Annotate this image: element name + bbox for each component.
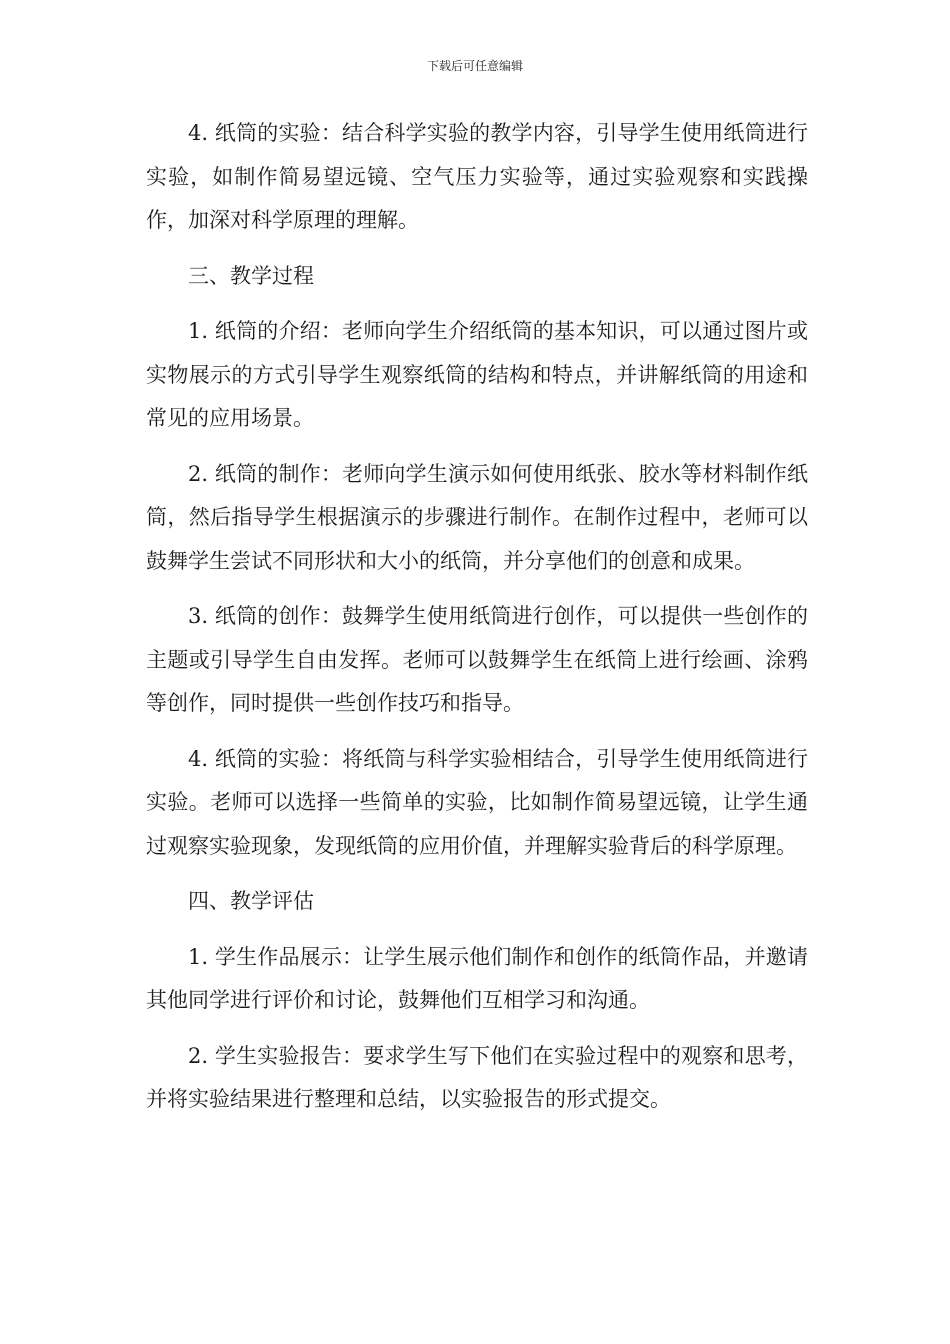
paragraph-experiment-report: 2. 学生实验报告：要求学生写下他们在实验过程中的观察和思考，并将实验结果进行整理和总结，以实验报告的形式提交。: [146, 1043, 808, 1111]
section-heading-teaching-process: 三、教学过程: [188, 263, 314, 288]
paragraph-work-display: 1. 学生作品展示：让学生展示他们制作和创作的纸筒作品，并邀请其他同学进行评价和讨论，鼓舞他们互相学习和沟通。: [146, 944, 808, 1012]
paragraph-introduction: 1. 纸筒的介绍：老师向学生介绍纸筒的基本知识，可以通过图片或实物展示的方式引导学生观察纸筒的结构和特点，并讲解纸筒的用途和常见的应用场景。: [146, 319, 808, 430]
paragraph-making: 2. 纸筒的制作：老师向学生演示如何使用纸张、胶水等材料制作纸筒，然后指导学生根据演示的步骤进行制作。在制作过程中，老师可以鼓舞学生尝试不同形状和大小的纸筒，并分享他们的创意和成果。: [146, 461, 808, 573]
paragraph-creation: 3. 纸筒的创作：鼓舞学生使用纸筒进行创作，可以提供一些创作的主题或引导学生自由发挥。老师可以鼓舞学生在纸筒上进行绘画、涂鸦等创作，同时提供一些创作技巧和指导。: [146, 604, 808, 715]
document-body: [146, 112, 808, 1134]
paragraph-experiment-2: 4. 纸筒的实验：将纸筒与科学实验相结合，引导学生使用纸筒进行实验。老师可以选择一些简单的实验，比如制作简易望远镜，让学生通过观察实验现象，发现纸筒的应用价值，并理解实验背后的科学原理。: [146, 746, 808, 858]
paragraph-experiment-1: 4. 纸筒的实验：结合科学实验的教学内容，引导学生使用纸筒进行实验，如制作简易望远镜、空气压力实验等，通过实验观察和实践操作，加深对科学原理的理解。: [146, 121, 808, 232]
page-header: 下载后可任意编辑: [426, 59, 523, 73]
section-heading-teaching-evaluation: 四、教学评估: [188, 889, 314, 913]
